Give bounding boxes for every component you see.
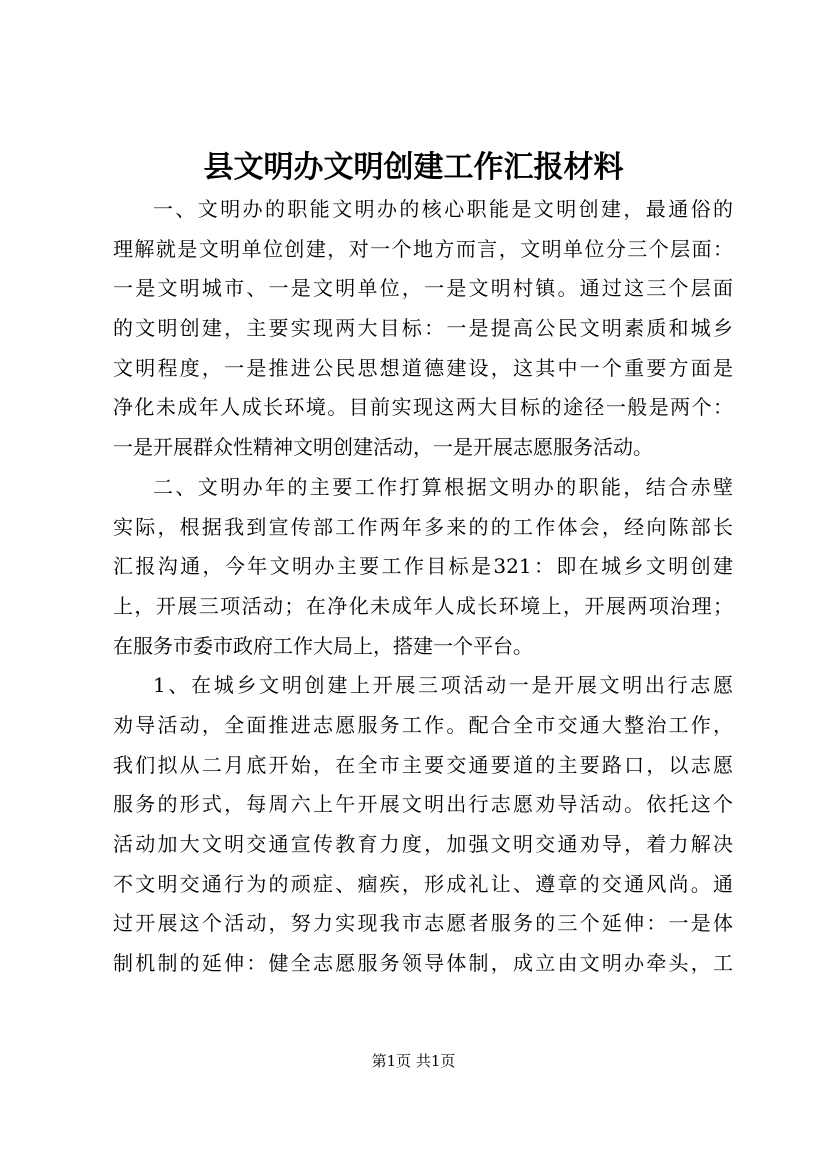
document-body <box>113 190 733 984</box>
page-number: 第1页 共1页 <box>371 1052 456 1070</box>
text-line: 过开展这个活动，努力实现我市志愿者服务的三个延伸：一是体 <box>113 911 733 936</box>
document-title: 县文明办文明创建工作汇报材料 <box>203 150 624 185</box>
text-line: 1、在城乡文明创建上开展三项活动一是开展文明出行志愿 <box>153 673 733 698</box>
text-line: 制机制的延伸：健全志愿服务领导体制，成立由文明办牵头，工 <box>113 951 733 976</box>
text-line: 劝导活动，全面推进志愿服务工作。配合全市交通大整治工作， <box>113 712 733 737</box>
text-line: 一是开展群众性精神文明创建活动，一是开展志愿服务活动。 <box>113 435 653 460</box>
text-line: 在服务市委市政府工作大局上，搭建一个平台。 <box>113 633 533 658</box>
text-line: 不文明交通行为的顽症、痼疾，形成礼让、遵章的交通风尚。通 <box>113 871 733 896</box>
text-line: 文明程度，一是推进公民思想道德建设，这其中一个重要方面是 <box>113 355 733 380</box>
text-line: 一、文明办的职能文明办的核心职能是文明创建，最通俗的 <box>153 197 733 221</box>
text-line: 上，开展三项活动；在净化未成年人成长环境上，开展两项治理； <box>113 593 733 618</box>
text-line: 的文明创建，主要实现两大目标：一是提高公民文明素质和城乡 <box>113 316 733 341</box>
text-line: 活动加大文明交通宣传教育力度，加强文明交通劝导，着力解决 <box>113 832 733 856</box>
text-line: 我们拟从二月底开始，在全市主要交通要道的主要路口，以志愿 <box>113 752 733 777</box>
text-line: 二、文明办年的主要工作打算根据文明办的职能，结合赤壁 <box>153 474 733 499</box>
text-line: 一是文明城市、一是文明单位，一是文明村镇。通过这三个层面 <box>113 276 733 301</box>
text-line: 服务的形式，每周六上午开展文明出行志愿劝导活动。依托这个 <box>113 792 733 817</box>
text-line: 汇报沟通，今年文明办主要工作目标是321：即在城乡文明创建 <box>113 554 733 579</box>
text-line: 理解就是文明单位创建，对一个地方而言，文明单位分三个层面： <box>113 236 733 261</box>
text-line: 净化未成年人成长环境。目前实现这两大目标的途径一般是两个： <box>113 395 733 420</box>
text-line: 实际，根据我到宣传部工作两年多来的的工作体会，经向陈部长 <box>113 514 733 539</box>
